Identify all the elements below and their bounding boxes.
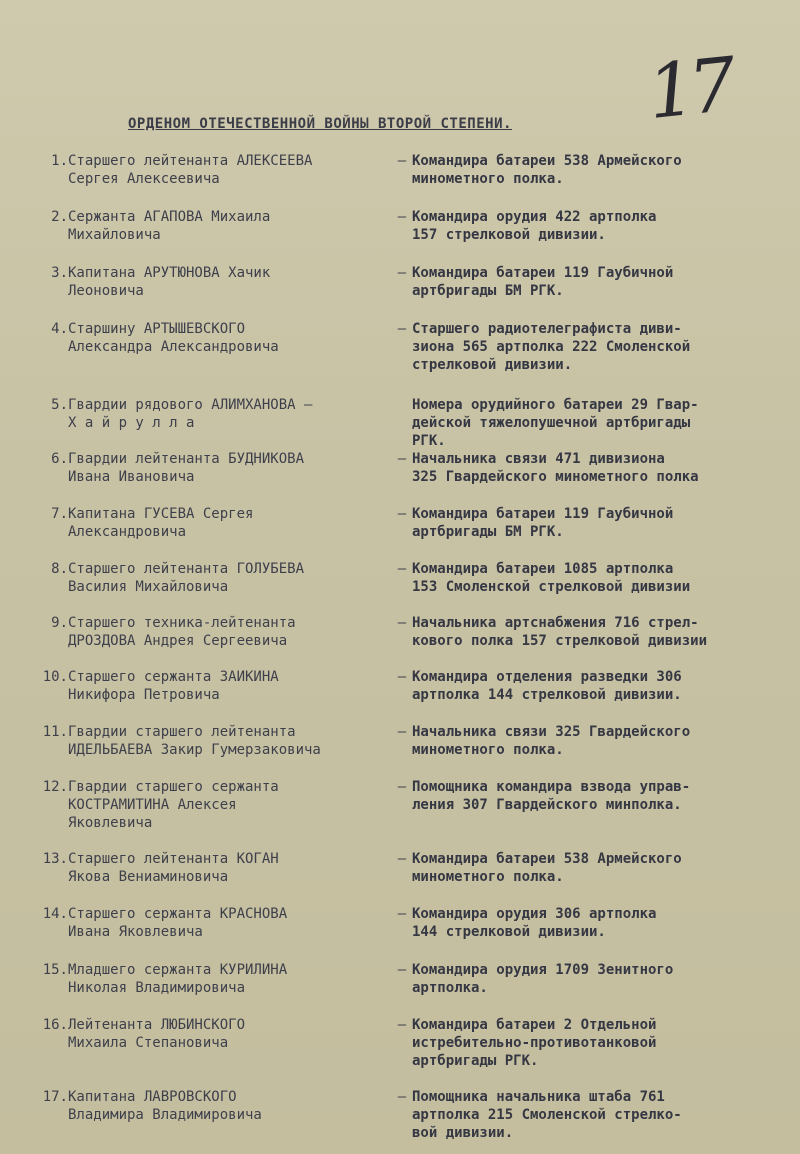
entry-dash: – bbox=[397, 1017, 407, 1033]
entry-dash: – bbox=[397, 451, 407, 467]
entry-person: Старшего лейтенанта АЛЕКСЕЕВА Сергея Алексеевича bbox=[68, 153, 313, 187]
entry-person: Младшего сержанта КУРИЛИНА Николая Владимировича bbox=[68, 962, 288, 996]
list-item bbox=[32, 264, 792, 324]
entry-role: Командира батареи 119 Гаубичной артбригады БМ РГК. bbox=[412, 506, 674, 540]
list-item bbox=[32, 152, 792, 212]
entry-dash: – bbox=[397, 209, 407, 225]
entry-person: Гвардии старшего сержанта КОСТРАМИТИНА Алексея Яковлевича bbox=[68, 779, 279, 831]
entry-role: Начальника связи 471 дивизиона 325 Гвардейского минометного полка bbox=[412, 451, 699, 485]
entry-number: 3. bbox=[51, 265, 68, 281]
entry-person: Старшего лейтенанта КОГАН Якова Вениаминовича bbox=[68, 851, 279, 885]
entry-role: Номера орудийного батареи 29 Гвар- дейской тяжелопушечной артбригады РГК. bbox=[412, 397, 699, 449]
entry-dash: – bbox=[397, 265, 407, 281]
entry-role: Командира орудия 306 артполка 144 стрелковой дивизии. bbox=[412, 906, 657, 940]
entry-role: Командира отделения разведки 306 артполка 144 стрелковой дивизии. bbox=[412, 669, 682, 703]
entry-dash: – bbox=[397, 321, 407, 337]
entry-role: Начальника артснабжения 716 стрел- кового полка 157 стрелковой дивизии bbox=[412, 615, 708, 649]
entry-role: Помощника командира взвода управ- ления 307 Гвардейского минполка. bbox=[412, 779, 691, 813]
list-item bbox=[32, 1088, 792, 1148]
list-item bbox=[32, 505, 792, 565]
entry-number: 12. bbox=[42, 779, 68, 795]
list-item bbox=[32, 320, 792, 380]
entry-number: 9. bbox=[51, 615, 68, 631]
list-item bbox=[32, 668, 792, 728]
entry-dash: – bbox=[397, 669, 407, 685]
entry-number: 16. bbox=[42, 1017, 68, 1033]
list-item bbox=[32, 778, 792, 838]
entry-role: Командира батареи 119 Гаубичной артбригады БМ РГК. bbox=[412, 265, 674, 299]
entry-number: 14. bbox=[42, 906, 68, 922]
entry-role: Помощника начальника штаба 761 артполка 215 Смоленской стрелко- вой дивизии. bbox=[412, 1089, 682, 1141]
entry-dash: – bbox=[397, 1089, 407, 1105]
list-item bbox=[32, 961, 792, 1021]
list-item bbox=[32, 560, 792, 620]
entry-number: 10. bbox=[42, 669, 68, 685]
entry-role: Командира батареи 538 Армейского минометного полка. bbox=[412, 851, 682, 885]
entry-dash: – bbox=[397, 506, 407, 522]
entry-person: Старшего сержанта КРАСНОВА Ивана Яковлевича bbox=[68, 906, 288, 940]
entry-number: 1. bbox=[51, 153, 68, 169]
list-item bbox=[32, 905, 792, 965]
entry-person: Старшего сержанта ЗАИКИНА Никифора Петровича bbox=[68, 669, 279, 703]
entry-role: Командира батареи 1085 артполка 153 Смоленской стрелковой дивизии bbox=[412, 561, 691, 595]
entry-dash: – bbox=[397, 779, 407, 795]
list-item bbox=[32, 850, 792, 910]
entry-person: Гвардии старшего лейтенанта ИДЕЛЬБАЕВА Закир Гумерзаковича bbox=[68, 724, 321, 758]
list-item bbox=[32, 208, 792, 268]
entry-number: 4. bbox=[51, 321, 68, 337]
entry-number: 6. bbox=[51, 451, 68, 467]
entry-dash: – bbox=[397, 724, 407, 740]
list-item bbox=[32, 614, 792, 674]
list-item bbox=[32, 450, 792, 510]
entry-person: Капитана АРУТЮНОВА Хачик Леоновича bbox=[68, 265, 271, 299]
entry-number: 5. bbox=[51, 397, 68, 413]
list-item bbox=[32, 723, 792, 783]
entry-person: Капитана ГУСЕВА Сергея Александровича bbox=[68, 506, 254, 540]
entry-person: Сержанта АГАПОВА Михаила Михайловича bbox=[68, 209, 271, 243]
entry-number: 11. bbox=[42, 724, 68, 740]
entry-role: Начальника связи 325 Гвардейского минометного полка. bbox=[412, 724, 691, 758]
entry-dash: – bbox=[397, 153, 407, 169]
entry-person: Старшего техника-лейтенанта ДРОЗДОВА Андрея Сергеевича bbox=[68, 615, 296, 649]
entry-role: Старшего радиотелеграфиста диви- зиона 565 артполка 222 Смоленской стрелковой дивизии. bbox=[412, 321, 691, 373]
document-heading: ОРДЕНОМ ОТЕЧЕСТВЕННОЙ ВОЙНЫ ВТОРОЙ СТЕПЕНИ. bbox=[128, 116, 512, 132]
entry-role: Командира орудия 422 артполка 157 стрелковой дивизии. bbox=[412, 209, 657, 243]
entry-person: Старшего лейтенанта ГОЛУБЕВА Василия Михайловича bbox=[68, 561, 305, 595]
entry-person: Гвардии лейтенанта БУДНИКОВА Ивана Ивановича bbox=[68, 451, 305, 485]
entry-dash: – bbox=[397, 962, 407, 978]
entry-dash: – bbox=[397, 851, 407, 867]
entry-dash: – bbox=[397, 561, 407, 577]
entry-role: Командира батареи 2 Отдельной истребительно-противотанковой артбригады РГК. bbox=[412, 1017, 657, 1069]
entry-number: 2. bbox=[51, 209, 68, 225]
entry-number: 8. bbox=[51, 561, 68, 577]
entry-person: Старшину АРТЫШЕВСКОГО Александра Александровича bbox=[68, 321, 279, 355]
entry-dash: – bbox=[397, 615, 407, 631]
entry-person: Капитана ЛАВРОВСКОГО Владимира Владимировича bbox=[68, 1089, 262, 1123]
entry-number: 17. bbox=[42, 1089, 68, 1105]
entry-person: Лейтенанта ЛЮБИНСКОГО Михаила Степановича bbox=[68, 1017, 246, 1051]
entry-number: 15. bbox=[42, 962, 68, 978]
list-item bbox=[32, 396, 792, 456]
entry-role: Командира орудия 1709 Зенитного артполка. bbox=[412, 962, 674, 996]
entry-dash: – bbox=[397, 906, 407, 922]
entry-number: 7. bbox=[51, 506, 68, 522]
entry-role: Командира батареи 538 Армейского минометного полка. bbox=[412, 153, 682, 187]
entry-person: Гвардии рядового АЛИМХАНОВА — Х а й р у л л а bbox=[68, 397, 313, 431]
entry-number: 13. bbox=[42, 851, 68, 867]
handwritten-page-number: 17 bbox=[643, 41, 735, 137]
list-item bbox=[32, 1016, 792, 1076]
